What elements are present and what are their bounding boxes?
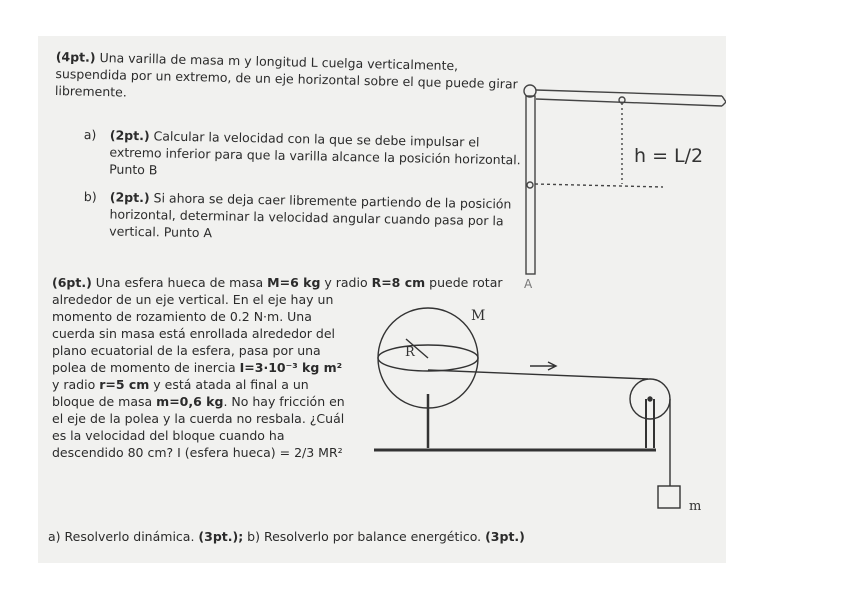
rod-figure: [524, 85, 726, 274]
block-mass: m=0,6 kg: [156, 394, 224, 409]
problem-2-body-3: y está atada al final a un bloque de masa: [52, 377, 309, 409]
cord-arrow: [530, 362, 556, 370]
hanging-block: [658, 486, 680, 508]
cord-horizontal: [428, 370, 648, 379]
sphere-mass: M=6 kg: [267, 275, 321, 290]
task-a-points: (3pt.);: [198, 529, 244, 544]
height-label: h = L/2: [634, 145, 704, 167]
part-a-points: (2pt.): [109, 127, 150, 144]
figures-canvas: [38, 36, 726, 563]
problem-1-points: (4pt.): [55, 48, 96, 65]
problem-2-body-1: alrededor de un eje vertical. En el eje hay un momento de rozamiento de 0.2 N·m. Una cuerda sin masa está enrollada alrededor del plano ecuatorial de la esfera, pasa por una polea de momento de inercia: [52, 292, 335, 375]
task-b-points: (3pt.): [485, 529, 525, 544]
point-a-label: A: [524, 277, 533, 291]
sphere-label: M: [471, 308, 486, 324]
part-b-label: b): [83, 188, 97, 205]
exam-sheet: [38, 36, 726, 563]
block-label: m: [689, 499, 702, 514]
problem-2-text-3: puede rotar: [425, 275, 503, 290]
horizontal-rod-top: [536, 90, 722, 96]
task-b-text: b) Resolverlo por balance energético.: [243, 529, 486, 544]
reference-line: [535, 184, 663, 187]
pulley-radius: r=5 cm: [99, 377, 150, 392]
sphere-radius: R=8 cm: [371, 275, 426, 290]
problem-2-points: (6pt.): [52, 275, 92, 290]
rod-pivot: [524, 85, 536, 97]
rod-end: [722, 96, 726, 106]
radius-label: R: [405, 345, 415, 360]
problem-2-body-4: . No hay fricción en el eje de la polea y la cuerda no resbala. ¿Cuál es la velocidad del bloque cuando ha descendido 80 cm? I (esfera hueca) = 2/3 MR²: [52, 394, 345, 460]
part-a-label: a): [83, 126, 97, 143]
rod-center-mark: [527, 182, 533, 188]
part-a-text: Calcular la velocidad con la que se debe impulsar el extremo inferior para que la varilla alcance la posición horizontal. Punto B: [109, 128, 521, 178]
pulley-axle: [648, 397, 652, 401]
part-b-points: (2pt.): [109, 189, 150, 206]
problem-1-text: Una varilla de masa m y longitud L cuelga verticalmente, suspendida por un extremo, de un eje horizontal sobre el que puede girar libremente.: [54, 49, 518, 100]
horizontal-rod-bottom: [536, 99, 722, 106]
sphere-figure: [374, 308, 680, 508]
pulley-inertia: I=3·10⁻³ kg m²: [239, 360, 343, 375]
part-b-text: Si ahora se deja caer libremente partiendo de la posición horizontal, determinar la velocidad angular cuando pasa por la vertical. Punto A: [109, 190, 512, 241]
problem-2-text-2: y radio: [320, 275, 372, 290]
problem-2-text-1: Una esfera hueca de masa: [91, 275, 268, 290]
problem-2-body-2: y radio: [52, 377, 100, 392]
task-a-text: a) Resolverlo dinámica.: [48, 529, 199, 544]
